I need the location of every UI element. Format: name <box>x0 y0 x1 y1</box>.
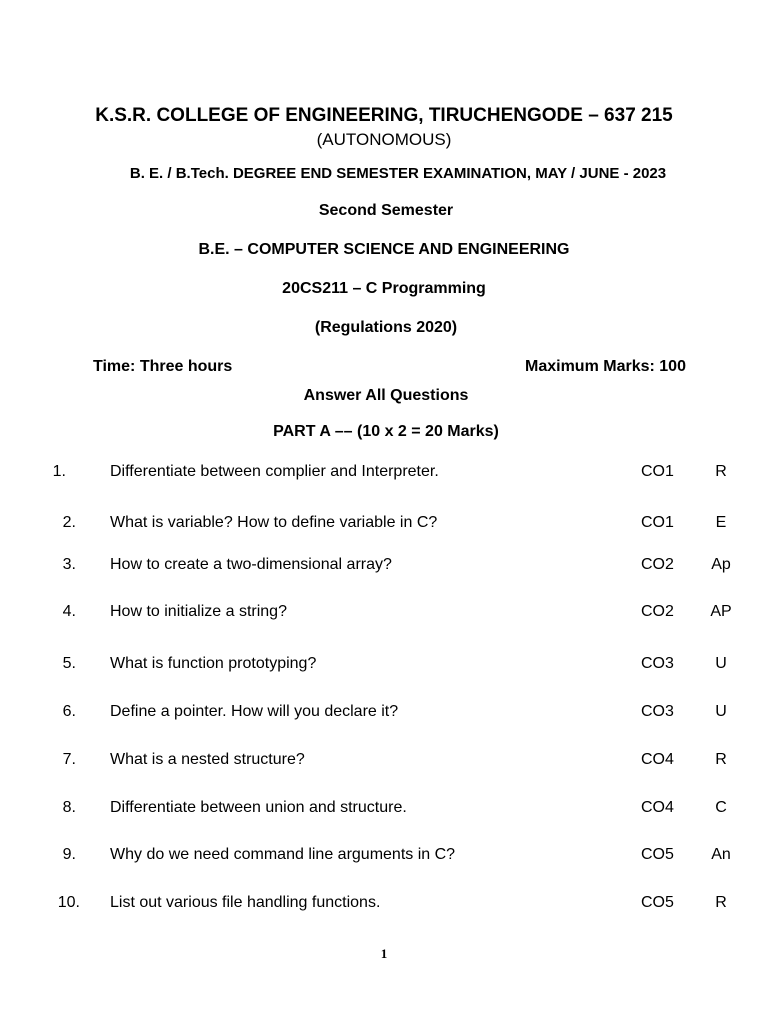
question-row <box>0 703 768 723</box>
question-row <box>0 846 768 866</box>
exam-title: B. E. / B.Tech. DEGREE END SEMESTER EXAMINATION, MAY / JUNE - 2023 <box>129 165 667 182</box>
autonomous-label: (AUTONOMOUS) <box>316 130 452 149</box>
question-text: Define a pointer. How will you declare it? <box>110 703 399 720</box>
question-text: What is variable? How to define variable in C? <box>110 514 438 531</box>
bloom-level: U <box>715 703 727 720</box>
bloom-level: An <box>711 846 731 863</box>
question-row <box>0 514 768 534</box>
course-outcome: CO4 <box>641 751 674 768</box>
course-outcome: CO2 <box>641 556 674 573</box>
question-text: Differentiate between complier and Interpreter. <box>110 463 439 480</box>
page-number: 1 <box>380 946 388 961</box>
college-name: K.S.R. COLLEGE OF ENGINEERING, TIRUCHENGODE – 637 215 <box>95 105 673 126</box>
question-number: 2. <box>62 514 76 531</box>
question-row <box>0 894 768 914</box>
branch-label: B.E. – COMPUTER SCIENCE AND ENGINEERING <box>198 241 570 258</box>
question-number: 4. <box>62 603 76 620</box>
question-row <box>0 463 768 483</box>
question-row <box>0 603 768 623</box>
course-outcome: CO3 <box>641 703 674 720</box>
maximum-marks: Maximum Marks: 100 <box>525 358 686 375</box>
question-number: 6. <box>62 703 76 720</box>
bloom-level: R <box>715 463 727 480</box>
bloom-level: U <box>715 655 727 672</box>
course-outcome: CO5 <box>641 846 674 863</box>
course-outcome: CO1 <box>641 514 674 531</box>
question-number: 5. <box>62 655 76 672</box>
question-row <box>0 556 768 576</box>
question-text: Differentiate between union and structure. <box>110 799 407 816</box>
course-outcome: CO5 <box>641 894 674 911</box>
question-text: What is a nested structure? <box>110 751 305 768</box>
question-row <box>0 655 768 675</box>
bloom-level: R <box>715 894 727 911</box>
bloom-level: Ap <box>711 556 731 573</box>
question-text: How to initialize a string? <box>110 603 287 620</box>
question-number: 3. <box>62 556 76 573</box>
course-title: 20CS211 – C Programming <box>282 280 486 297</box>
question-row <box>0 751 768 771</box>
part-a-heading: PART A –– (10 x 2 = 20 Marks) <box>273 423 499 440</box>
bloom-level: E <box>715 514 727 531</box>
exam-duration: Time: Three hours <box>93 358 233 375</box>
course-outcome: CO3 <box>641 655 674 672</box>
regulations-label: (Regulations 2020) <box>314 319 458 336</box>
bloom-level: C <box>715 799 727 816</box>
question-number: 10. <box>57 894 80 911</box>
question-number: 1. <box>52 463 66 480</box>
question-text: Why do we need command line arguments in C? <box>110 846 456 863</box>
question-row <box>0 799 768 819</box>
question-number: 7. <box>62 751 76 768</box>
question-text: How to create a two-dimensional array? <box>110 556 392 573</box>
course-outcome: CO1 <box>641 463 674 480</box>
bloom-level: AP <box>710 603 732 620</box>
question-text: List out various file handling functions. <box>110 894 381 911</box>
question-number: 8. <box>62 799 76 816</box>
question-text: What is function prototyping? <box>110 655 317 672</box>
course-outcome: CO4 <box>641 799 674 816</box>
course-outcome: CO2 <box>641 603 674 620</box>
question-number: 9. <box>62 846 76 863</box>
semester-label: Second Semester <box>318 202 454 219</box>
bloom-level: R <box>715 751 727 768</box>
instruction: Answer All Questions <box>303 387 469 404</box>
